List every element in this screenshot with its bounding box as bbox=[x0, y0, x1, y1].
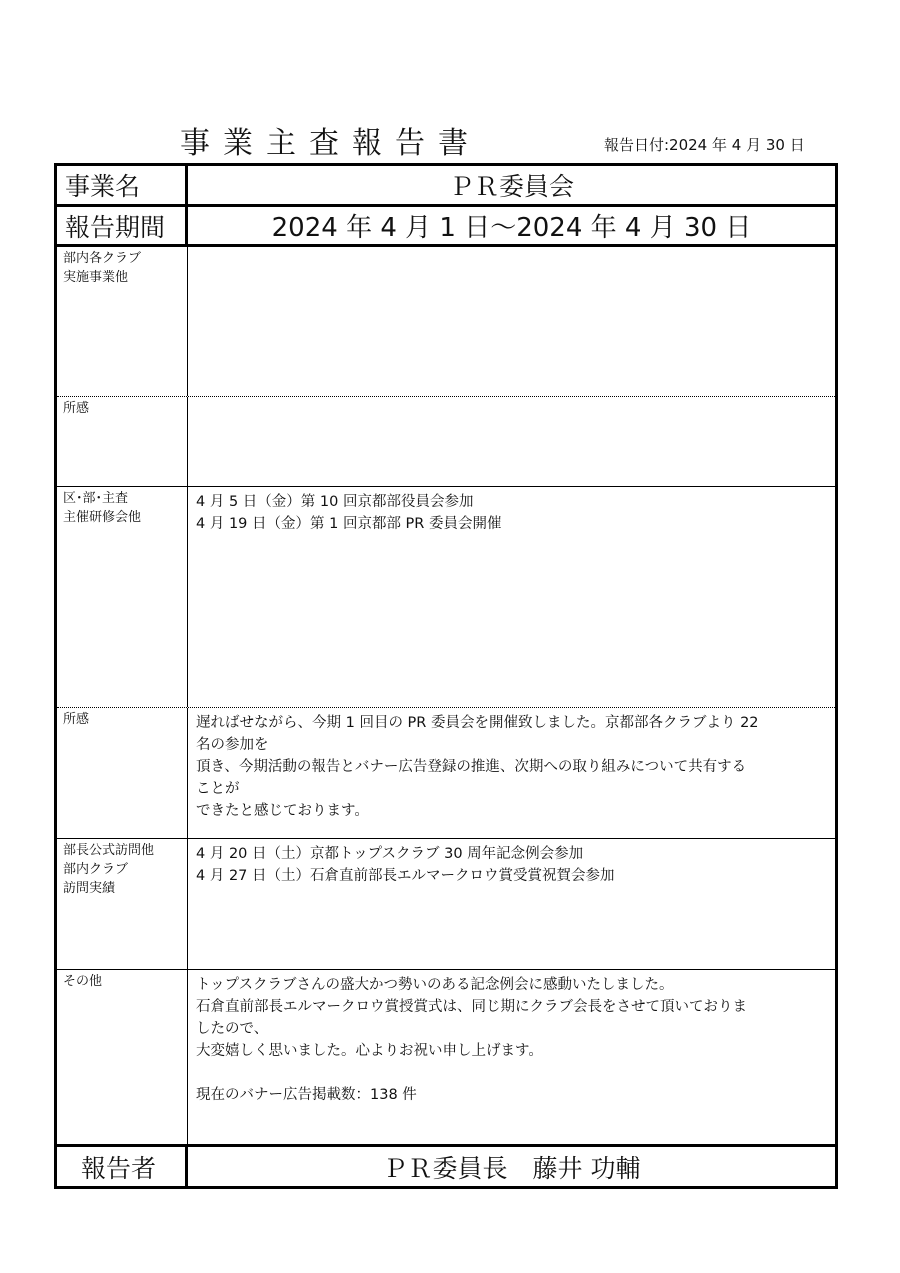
business-name-value: ＰＲ委員会 bbox=[448, 172, 574, 201]
impressions-label-2: 所感 bbox=[57, 708, 188, 838]
other-value: トップスクラブさんの盛大かつ勢いのある記念例会に感動いたしました。 石倉直前部長エルマークロウ賞授賞式は、同じ期にクラブ会長をさせて頂いておりま したので、 大変嬉しく思いました。心よりお祝い申し上げます。 現在のバナー広告掲載数：138 件 bbox=[188, 970, 835, 1144]
list-item: 4 月 27 日（土）石倉直前部長エルマークロウ賞受賞祝賀会参加 bbox=[196, 868, 615, 884]
business-name-label: 事業名 bbox=[57, 166, 188, 204]
banner-count: 現在のバナー広告掲載数：138 件 bbox=[196, 1087, 417, 1103]
period-row bbox=[57, 204, 835, 244]
list-item: 4 月 19 日（金）第 1 回京都部 PR 委員会開催 bbox=[196, 516, 502, 532]
period-label: 報告期間 bbox=[57, 207, 188, 244]
visits-value bbox=[188, 839, 835, 969]
page-title: 事業主査報告書 bbox=[180, 126, 481, 161]
club-events-label: 部内各クラブ 実施事業他 bbox=[57, 247, 188, 396]
report-date: 報告日付:2024 年 4 月 30 日 bbox=[604, 136, 805, 154]
impressions-row-1 bbox=[57, 396, 835, 486]
period-value: 2024 年 4 月 1 日～2024 年 4 月 30 日 bbox=[271, 213, 752, 243]
district-events-row bbox=[57, 486, 835, 707]
other-label: その他 bbox=[57, 970, 188, 1144]
list-item: 4 月 20 日（土）京都トップスクラブ 30 周年記念例会参加 bbox=[196, 846, 584, 862]
reporter-label: 報告者 bbox=[57, 1147, 188, 1186]
reporter-row bbox=[57, 1144, 835, 1186]
visits-label: 部長公式訪問他 部内クラブ 訪問実績 bbox=[57, 839, 188, 969]
reporter-value: ＰＲ委員長 藤井 功輔 bbox=[382, 1153, 641, 1183]
impressions-value-1 bbox=[188, 397, 835, 486]
impressions-label-1: 所感 bbox=[57, 397, 188, 486]
report-form bbox=[54, 163, 838, 1189]
district-events-label: 区･部･主査 主催研修会他 bbox=[57, 487, 188, 707]
club-events-row bbox=[57, 244, 835, 396]
other-row bbox=[57, 969, 835, 1144]
visits-row bbox=[57, 838, 835, 969]
club-events-value bbox=[188, 247, 835, 396]
district-events-value bbox=[188, 487, 835, 707]
list-item: 4 月 5 日（金）第 10 回京都部役員会参加 bbox=[196, 494, 474, 510]
impressions-value-2: 遅ればせながら、今期 1 回目の PR 委員会を開催致しました。京都部各クラブより 22 名の参加を 頂き、今期活動の報告とバナー広告登録の推進、次期への取り組みについて共有する ことが できたと感じております。 bbox=[196, 715, 759, 819]
impressions-row-2 bbox=[57, 707, 835, 838]
business-name-row bbox=[57, 166, 835, 204]
